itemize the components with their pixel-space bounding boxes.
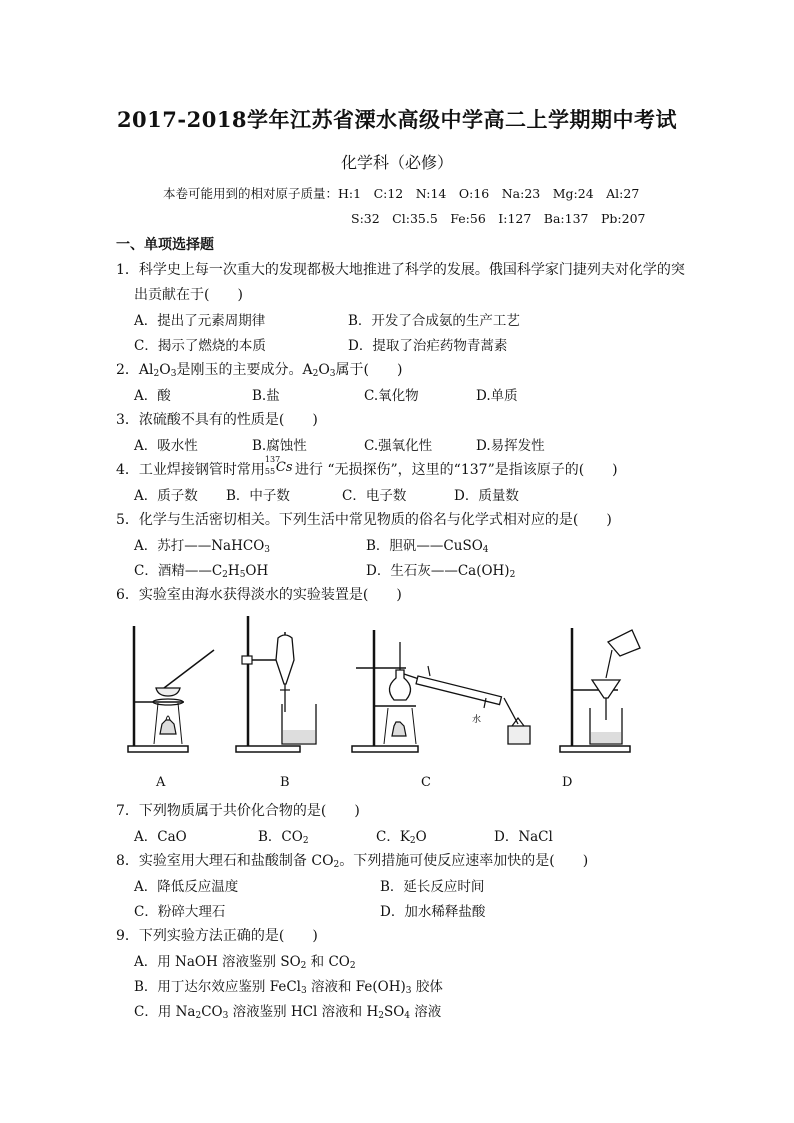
q6-text: 6．实验室由海水获得淡水的实验装置是( ) [116,587,402,603]
q2-option-d: D.单质 [476,388,518,404]
q7-option-b: B．$CO_2$ [258,829,309,846]
q1-option-c: C．揭示了燃烧的本质 [134,338,266,354]
q1-option-d: D．提取了治疟药物青蒿素 [348,338,508,354]
apparatus-label-a: A [156,775,166,790]
q5-option-d: D．生石灰$——Ca(OH)_2$ [366,563,516,580]
section-title: 一、单项选择题 [116,237,214,253]
q4-option-b: B．中子数 [226,488,290,504]
apparatus-label-b: B [280,775,290,790]
q9-text: 9．下列实验方法正确的是( ) [116,928,318,944]
q2-option-a: A．酸 [134,388,171,404]
q3-option-a: A．吸水性 [134,438,198,454]
q3-option-c: C.强氧化性 [364,438,433,454]
exam-title: 2017-2018学年江苏省溧水高级中学高二上学期期中考试 [116,107,678,132]
apparatus-c-distillation [348,626,536,762]
q1-option-a: A．提出了元素周期律 [134,313,266,329]
q2-option-b: B.盐 [252,388,280,404]
cs-137-isotope: 137 55 Cs [264,455,293,476]
q7-option-c: C．$K_2O$ [376,829,427,846]
q1-option-b: B．开发了合成氨的生产工艺 [348,313,520,329]
q9-option-c: C．用 $Na_2CO_3$ 溶液鉴别 HCl 溶液和 $H_2SO_4$ 溶液 [134,1004,442,1021]
q3-text: 3．浓硫酸不具有的性质是( ) [116,412,318,428]
q5-option-c: C．酒精$——C_2H_5OH$ [134,563,269,580]
q7-option-a: A．CaO [134,829,187,845]
apparatus-b-separatory-funnel [232,612,332,762]
q8-option-b: B．延长反应时间 [380,879,485,895]
q7-text: 7．下列物质属于共价化合物的是( ) [116,803,360,819]
q8-option-d: D．加水稀释盐酸 [380,904,486,920]
q2-option-c: C.氧化物 [364,388,419,404]
apparatus-label-c: C [421,775,431,790]
q4-text: 4．工业焊接钢管时常用 137 55 Cs 进行 “无损探伤”，这里的“137”是指该原子的( ) [116,455,618,478]
atomic-mass-line-1: 本卷可能用到的相对原子质量：H:1 C:12 N:14 O:16 Na:23 Mg:24 Al:27 [163,186,640,201]
q1-text-line-2: 出贡献在于( ) [134,287,243,303]
q4-option-d: D．质量数 [454,488,519,504]
exam-subtitle: 化学科（必修） [340,153,453,172]
q4-option-a: A．质子数 [134,488,198,504]
q8-option-a: A．降低反应温度 [134,879,239,895]
apparatus-a-evaporation [124,616,224,762]
q8-option-c: C．粉碎大理石 [134,904,226,920]
q2-text: 2．$Al_2O_3$是刚玉的主要成分。$A_2O_3$属于( ) [116,362,403,379]
q7-option-d: D．NaCl [494,829,553,845]
q3-option-d: D.易挥发性 [476,438,545,454]
q3-option-b: B.腐蚀性 [252,438,307,454]
q1-text-line-1: 1．科学史上每一次重大的发现都极大地推进了科学的发展。俄国科学家门捷列夫对化学的突 [116,262,685,278]
atomic-mass-line-2: S:32 Cl:35.5 Fe:56 I:127 Ba:137 Pb:207 [351,211,646,226]
q5-option-b: B．胆矾——CuSO$_4$ [366,538,489,555]
q8-text: 8．实验室用大理石和盐酸制备 $CO_2$。下列措施可使反应速率加快的是( ) [116,853,589,870]
q9-option-a: A．用 NaOH 溶液鉴别 $SO_2$ 和 $CO_2$ [134,954,356,971]
q5-text: 5．化学与生活密切相关。下列生活中常见物质的俗名与化学式相对应的是( ) [116,512,612,528]
water-label: 水 [472,715,482,725]
apparatus-d-filtration [556,620,656,762]
apparatus-label-d: D [562,775,573,790]
q9-option-b: B．用丁达尔效应鉴别 FeCl$_3$ 溶液和 $Fe(OH)_3$ 胶体 [134,979,443,996]
q5-option-a: A．苏打——NaHCO$_3$ [134,538,271,555]
q4-option-c: C．电子数 [342,488,407,504]
